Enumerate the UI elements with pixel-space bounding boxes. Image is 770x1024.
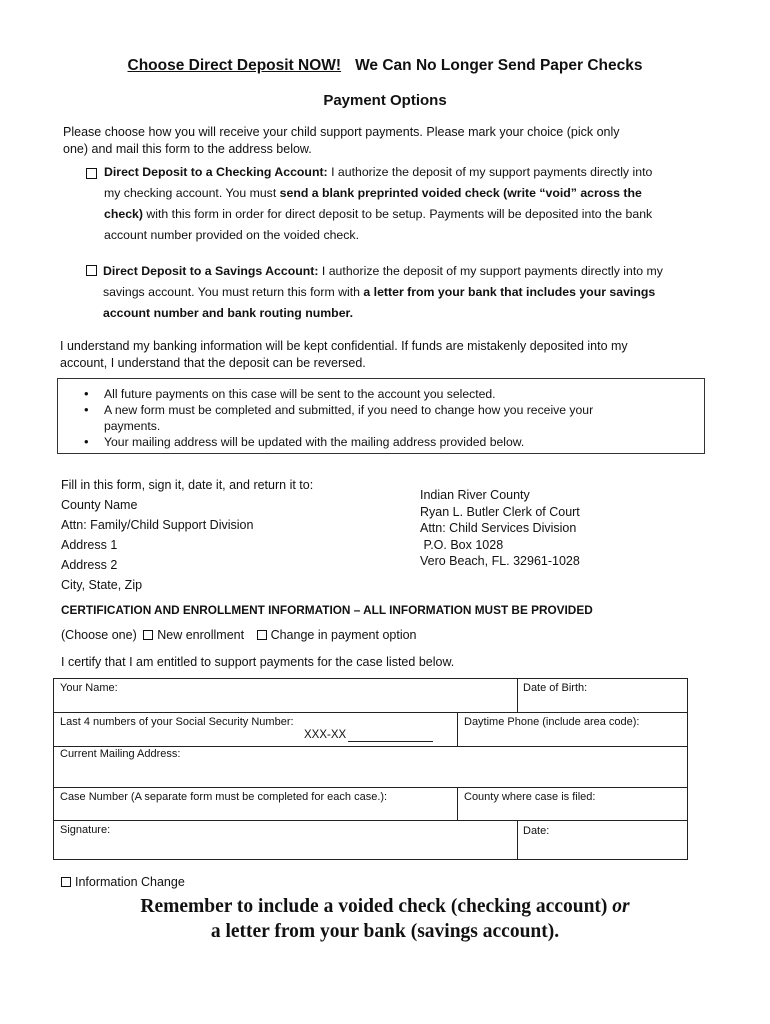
bullet-future-payments: • All future payments on this case will be sent to the account you selected. bbox=[104, 386, 704, 402]
county-name: County Name bbox=[61, 498, 138, 512]
certify-statement: I certify that I am entitled to support payments for the case listed below. bbox=[61, 655, 455, 669]
attn-child-services: Attn: Child Services Division bbox=[420, 521, 577, 535]
title-no-paper-checks: We Can No Longer Send Paper Checks bbox=[355, 57, 643, 74]
ssn-field[interactable]: Last 4 numbers of your Social Security Number: bbox=[60, 716, 294, 728]
reminder-line-2: a letter from your bank (savings account). bbox=[210, 921, 560, 942]
checking-bold-2: send a blank preprinted voided check (write “void” across the bbox=[279, 186, 642, 200]
return-intro: Fill in this form, sign it, date it, and return it to: bbox=[61, 478, 314, 492]
certification-heading: CERTIFICATION AND ENROLLMENT INFORMATION – ALL INFORMATION MUST BE PROVIDED bbox=[61, 603, 593, 617]
case-number-field[interactable]: Case Number (A separate form must be completed for each case.): bbox=[60, 791, 388, 803]
county-indian-river: Indian River County bbox=[420, 488, 530, 502]
checking-text-4: account number provided on the voided check. bbox=[104, 228, 359, 242]
document-title bbox=[0, 57, 770, 75]
notice-box bbox=[57, 378, 705, 454]
checking-checkbox[interactable] bbox=[86, 168, 97, 179]
address-1: Address 1 bbox=[61, 538, 118, 552]
savings-bold-2: a letter from your bank that includes your savings bbox=[363, 285, 656, 299]
bullet-new-form: • A new form must be completed and submitted, if you need to change how you receive your bbox=[104, 402, 704, 418]
information-change-checkbox[interactable] bbox=[61, 877, 71, 887]
confidential-line-2: account, I understand that the deposit can be reversed. bbox=[60, 356, 366, 370]
ssn-last4-underline[interactable] bbox=[348, 741, 433, 742]
savings-label: Direct Deposit to a Savings Account: bbox=[103, 264, 319, 278]
intro-text bbox=[63, 124, 620, 158]
date-field[interactable]: Date: bbox=[523, 825, 550, 837]
savings-checkbox[interactable] bbox=[86, 265, 97, 276]
po-box: P.O. Box 1028 bbox=[420, 537, 504, 552]
savings-text-2: savings account. You must return this form with bbox=[103, 285, 364, 299]
new-enrollment-label: New enrollment bbox=[157, 628, 245, 642]
attn-division: Attn: Family/Child Support Division bbox=[61, 518, 254, 532]
return-address-right bbox=[420, 487, 580, 570]
change-option-checkbox[interactable] bbox=[257, 630, 267, 640]
reminder-text-1: Remember to include a voided check (checking account) bbox=[140, 896, 613, 917]
confidential-text bbox=[60, 338, 628, 372]
phone-field[interactable]: Daytime Phone (include area code): bbox=[464, 716, 640, 728]
savings-bold-3: account number and bank routing number. bbox=[103, 306, 354, 320]
dob-field[interactable]: Date of Birth: bbox=[523, 682, 588, 694]
reminder-line-1 bbox=[0, 894, 770, 919]
new-enrollment-checkbox[interactable] bbox=[143, 630, 153, 640]
payment-options-heading: Payment Options bbox=[323, 92, 447, 109]
city-zip: Vero Beach, FL. 32961-1028 bbox=[420, 554, 580, 568]
information-change-label: Information Change bbox=[75, 875, 185, 889]
intro-line-1: Please choose how you will receive your child support payments. Please mark your choice (pick only bbox=[63, 125, 620, 139]
confidential-line-1: I understand my banking information will be kept confidential. If funds are mistakenly deposited into my bbox=[60, 339, 628, 353]
county-filed-field[interactable]: County where case is filed: bbox=[464, 791, 596, 803]
choose-one-label: (Choose one) bbox=[61, 628, 137, 642]
bullet-new-form-cont: payments. bbox=[104, 419, 161, 433]
city-state-zip: City, State, Zip bbox=[61, 578, 143, 592]
enrollment-choice bbox=[61, 627, 417, 644]
intro-line-2: one) and mail this form to the address below. bbox=[63, 142, 312, 156]
enrollment-form bbox=[53, 678, 688, 860]
bullet-mailing-address: • Your mailing address will be updated with the mailing address provided below. bbox=[104, 434, 704, 450]
checking-label: Direct Deposit to a Checking Account: bbox=[104, 165, 328, 179]
checking-text-2: my checking account. You must bbox=[104, 186, 280, 200]
option-checking bbox=[104, 162, 704, 246]
option-savings bbox=[103, 261, 703, 324]
checking-bold-3: check) bbox=[104, 207, 143, 221]
mailing-address-field[interactable]: Current Mailing Address: bbox=[60, 748, 181, 760]
title-direct-deposit: Choose Direct Deposit NOW! bbox=[127, 57, 342, 74]
ssn-prefix: XXX-XX bbox=[304, 729, 347, 741]
checking-text-3: with this form in order for direct deposit to be setup. Payments will be deposited into the bank bbox=[142, 207, 653, 221]
your-name-field[interactable]: Your Name: bbox=[60, 682, 118, 694]
return-address-left bbox=[61, 475, 313, 595]
signature-field[interactable]: Signature: bbox=[60, 824, 111, 836]
clerk-name: Ryan L. Butler Clerk of Court bbox=[420, 504, 580, 519]
savings-text-1: I authorize the deposit of my support payments directly into my bbox=[318, 264, 663, 278]
reminder-or: or bbox=[612, 896, 630, 917]
address-2: Address 2 bbox=[61, 558, 118, 572]
change-option-label: Change in payment option bbox=[270, 628, 417, 642]
checking-text-1: I authorize the deposit of my support payments directly into bbox=[327, 165, 653, 179]
information-change bbox=[61, 874, 185, 891]
